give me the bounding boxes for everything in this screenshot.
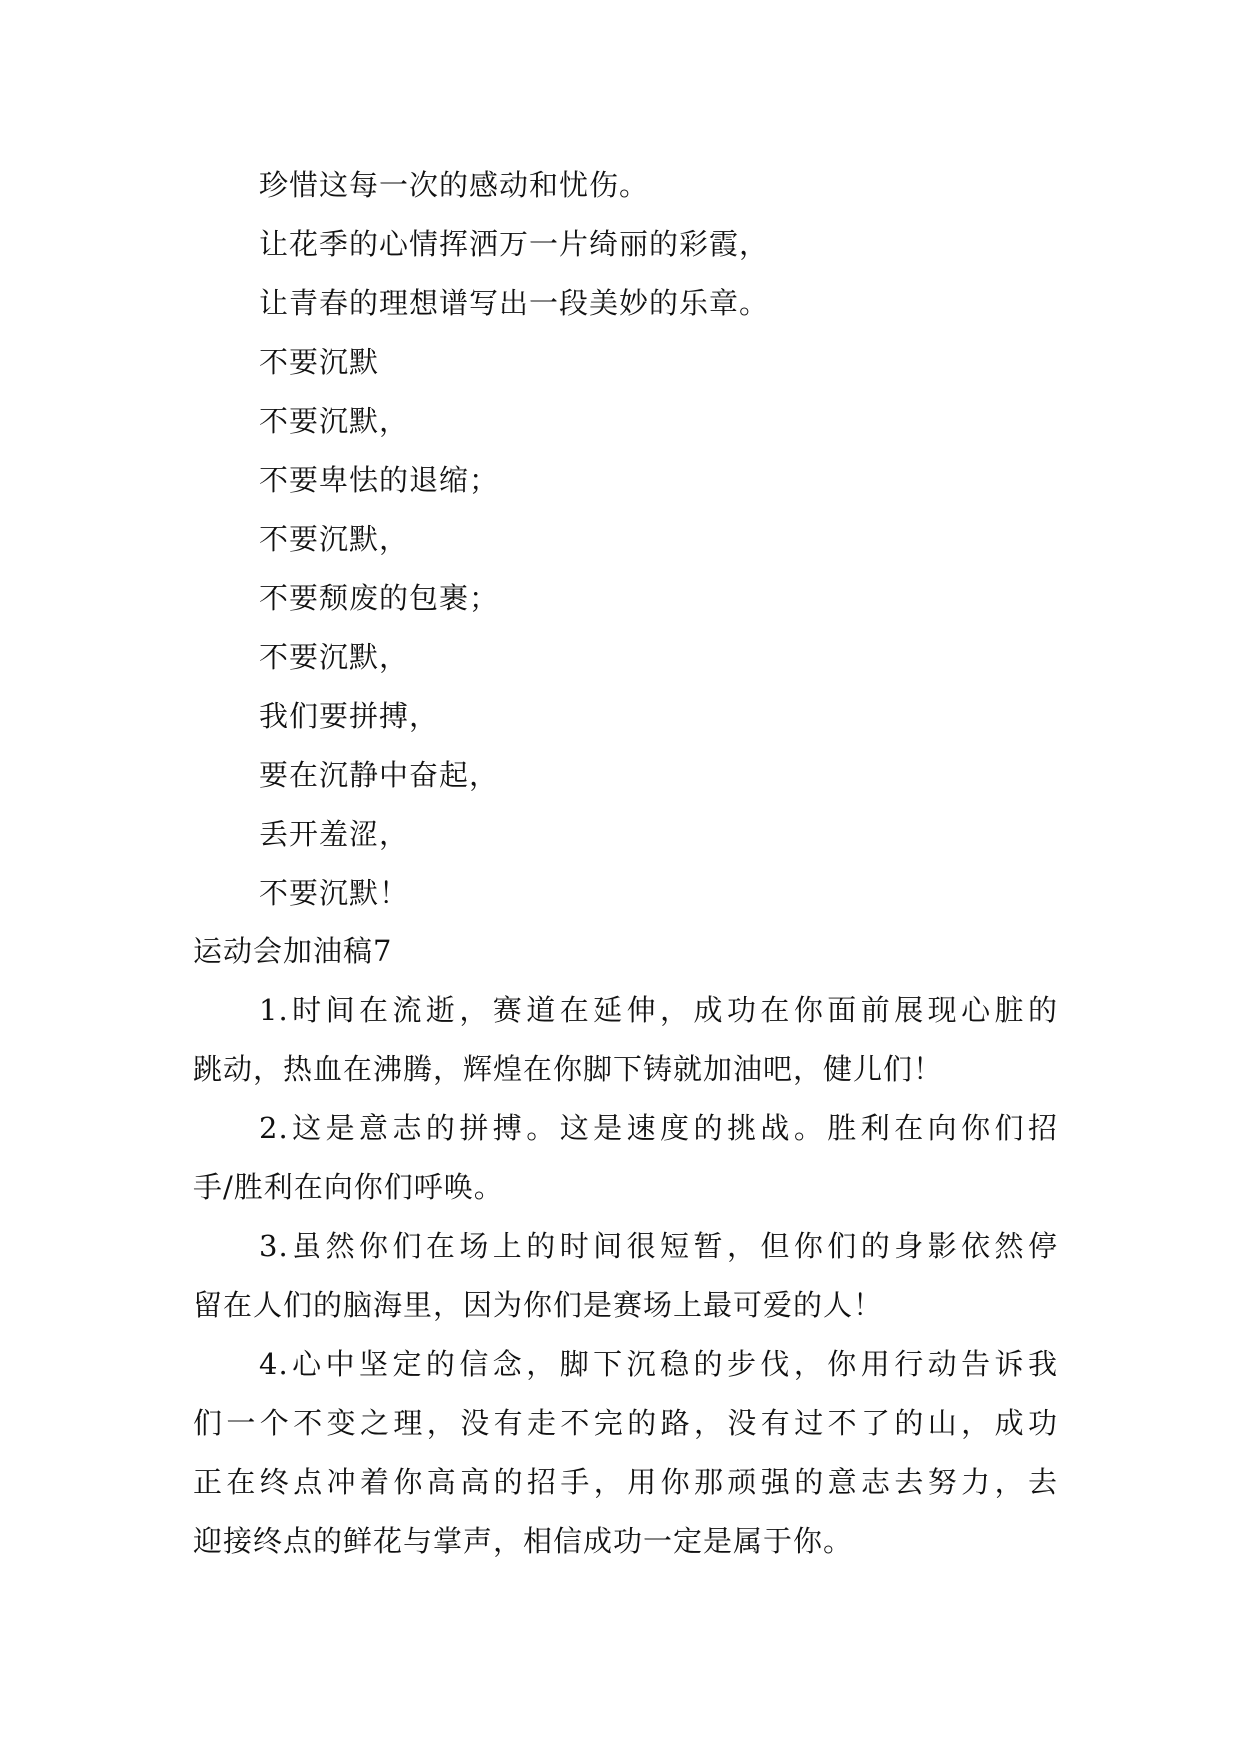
paragraph-line: 3.虽然你们在场上的时间很短暂，但你们的身影依然停 bbox=[259, 1229, 1058, 1263]
poem-line: 让青春的理想谱写出一段美妙的乐章。 bbox=[259, 286, 770, 320]
poem-line: 不要沉默， bbox=[259, 404, 410, 438]
paragraph-line: 留在人们的脑海里，因为你们是赛场上最可爱的人！ bbox=[193, 1288, 884, 1322]
section-heading: 运动会加油稿7 bbox=[193, 934, 393, 968]
poem-line: 不要沉默 bbox=[259, 345, 380, 379]
paragraph-line: 2.这是意志的拼搏。这是速度的挑战。胜利在向你们招 bbox=[259, 1111, 1058, 1145]
poem-line: 丢开羞涩， bbox=[259, 817, 410, 851]
paragraph-line: 手/胜利在向你们呼唤。 bbox=[193, 1170, 504, 1204]
poem-line: 不要沉默！ bbox=[259, 876, 410, 910]
poem-line: 让花季的心情挥洒万一片绮丽的彩霞， bbox=[259, 227, 770, 261]
paragraph-line: 1.时间在流逝，赛道在延伸，成功在你面前展现心脏的 bbox=[259, 993, 1058, 1027]
poem-line: 不要卑怯的退缩； bbox=[259, 463, 500, 497]
paragraph-line: 正在终点冲着你高高的招手，用你那顽强的意志去努力，去 bbox=[193, 1465, 1058, 1499]
paragraph-line: 们一个不变之理，没有走不完的路，没有过不了的山，成功 bbox=[193, 1406, 1058, 1440]
poem-line: 珍惜这每一次的感动和忧伤。 bbox=[259, 168, 650, 202]
paragraph-line: 迎接终点的鲜花与掌声，相信成功一定是属于你。 bbox=[193, 1524, 854, 1558]
paragraph-line: 跳动，热血在沸腾，辉煌在你脚下铸就加油吧，健儿们！ bbox=[193, 1052, 944, 1086]
poem-line: 不要沉默， bbox=[259, 522, 410, 556]
poem-line: 我们要拼搏， bbox=[259, 699, 440, 733]
paragraph-line: 4.心中坚定的信念，脚下沉稳的步伐，你用行动告诉我 bbox=[259, 1347, 1058, 1381]
poem-line: 不要沉默， bbox=[259, 640, 410, 674]
poem-line: 不要颓废的包裹； bbox=[259, 581, 500, 615]
poem-line: 要在沉静中奋起， bbox=[259, 758, 500, 792]
